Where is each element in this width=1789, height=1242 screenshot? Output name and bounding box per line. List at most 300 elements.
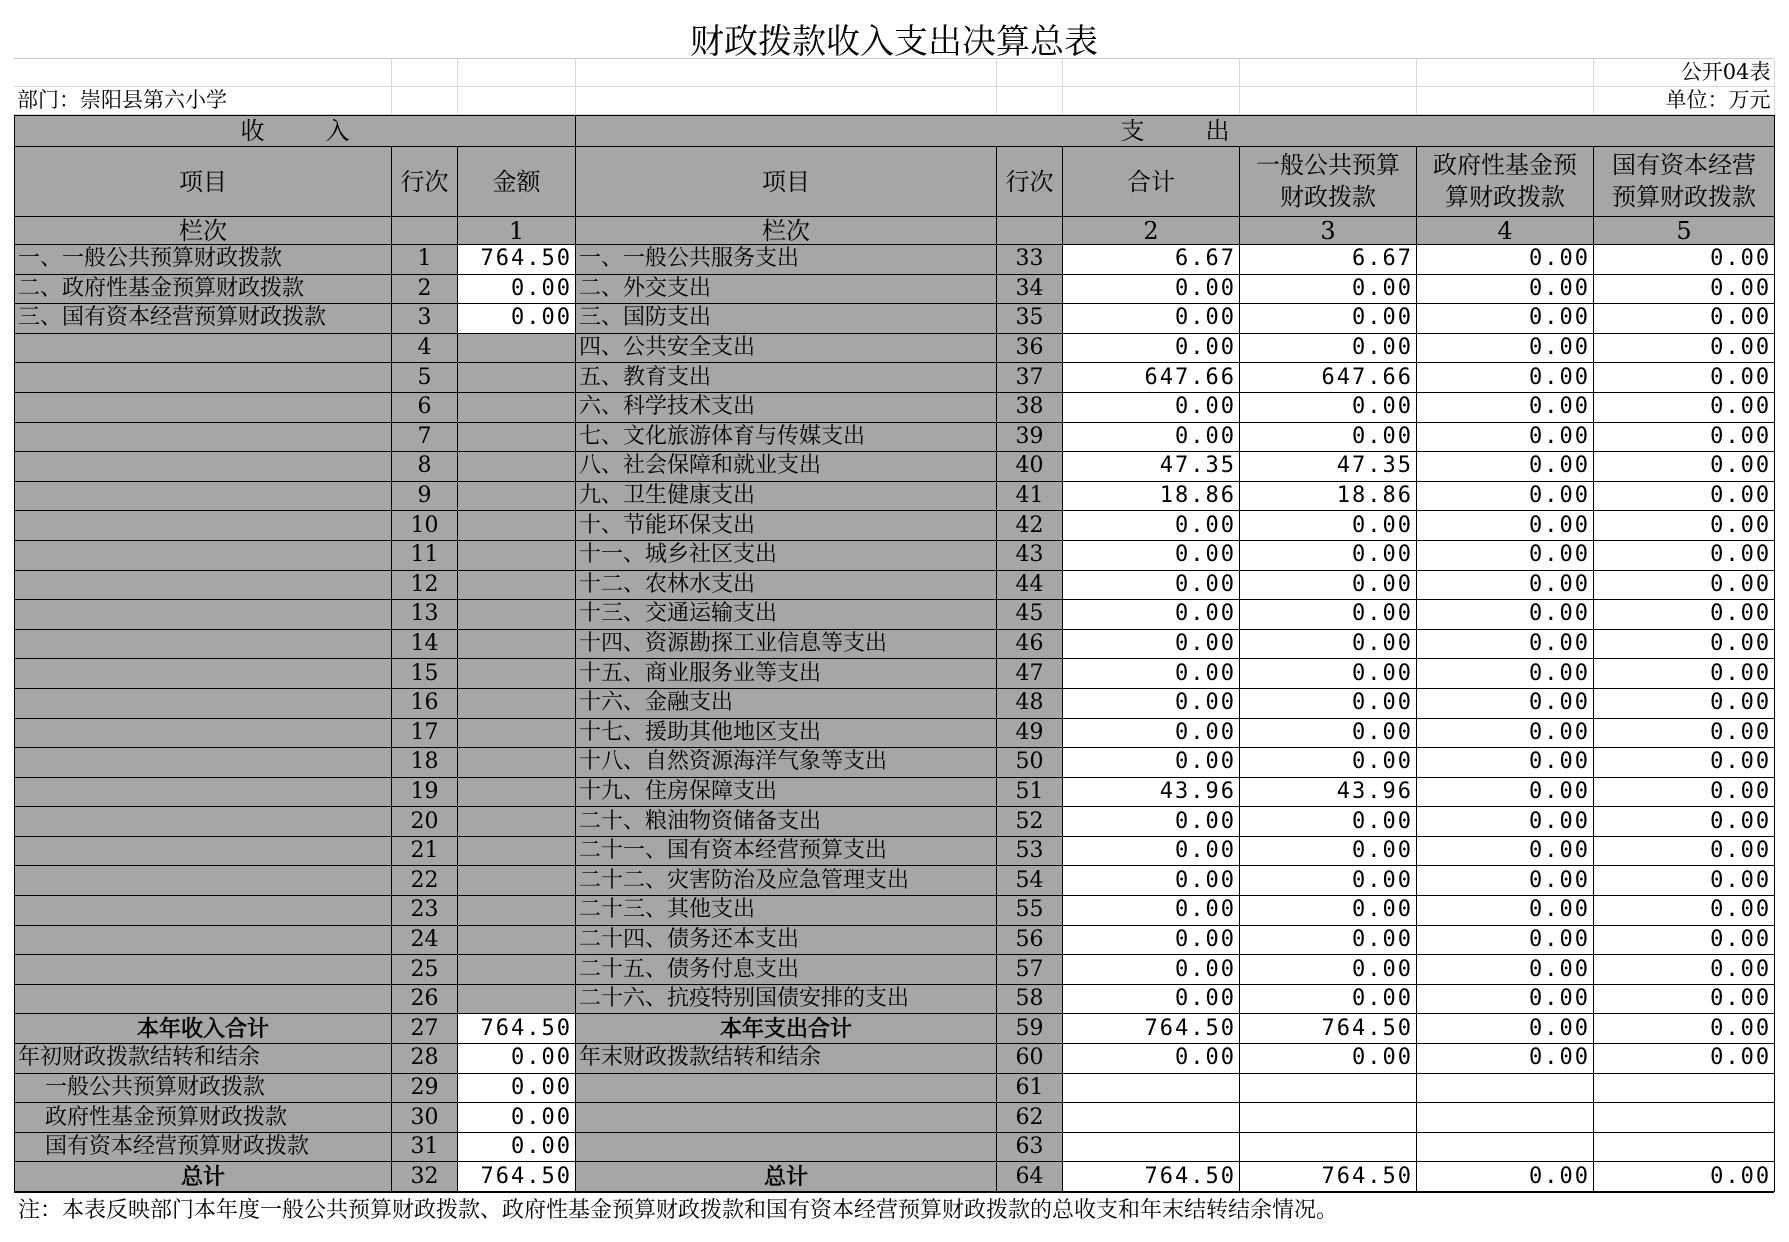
income-item-cell: 二、政府性基金预算财政拨款 bbox=[15, 274, 392, 304]
general-budget-cell: 0.00 bbox=[1240, 511, 1417, 541]
state-capital-cell: 0.00 bbox=[1594, 718, 1775, 748]
total-cell: 0.00 bbox=[1063, 422, 1240, 452]
income-row-no-cell: 13 bbox=[392, 600, 458, 630]
state-capital-cell: 0.00 bbox=[1594, 600, 1775, 630]
total-cell: 0.00 bbox=[1063, 570, 1240, 600]
fund-budget-cell: 0.00 bbox=[1417, 422, 1594, 452]
income-row-no-cell: 3 bbox=[392, 304, 458, 334]
income-amount-header: 金额 bbox=[458, 147, 576, 217]
income-item-cell bbox=[15, 392, 392, 422]
fund-budget-cell bbox=[1417, 1132, 1594, 1162]
income-item-cell bbox=[15, 333, 392, 363]
general-budget-cell: 0.00 bbox=[1240, 274, 1417, 304]
expense-row-no-cell: 45 bbox=[997, 600, 1063, 630]
income-item-cell bbox=[15, 836, 392, 866]
income-amount-cell bbox=[458, 866, 576, 896]
income-item-cell bbox=[15, 984, 392, 1014]
expense-row-no-cell: 47 bbox=[997, 659, 1063, 689]
income-amount-cell bbox=[458, 511, 576, 541]
fund-budget-cell: 0.00 bbox=[1417, 836, 1594, 866]
table-row bbox=[15, 333, 1775, 363]
expense-item-cell: 二十、粮油物资储备支出 bbox=[576, 807, 997, 837]
state-capital-cell: 0.00 bbox=[1594, 659, 1775, 689]
income-item-cell bbox=[15, 777, 392, 807]
state-capital-cell: 0.00 bbox=[1594, 748, 1775, 778]
fund-budget-cell: 0.00 bbox=[1417, 807, 1594, 837]
income-amount-cell bbox=[458, 836, 576, 866]
expense-row-no-cell: 58 bbox=[997, 984, 1063, 1014]
expense-row-no-cell: 34 bbox=[997, 274, 1063, 304]
income-row-no-cell: 20 bbox=[392, 807, 458, 837]
income-row-no-cell: 5 bbox=[392, 363, 458, 393]
table-row bbox=[15, 984, 1775, 1014]
expense-item-cell: 年末财政拨款结转和结余 bbox=[576, 1044, 997, 1074]
general-budget-cell: 0.00 bbox=[1240, 333, 1417, 363]
expense-row-no-cell: 41 bbox=[997, 481, 1063, 511]
total-cell: 0.00 bbox=[1063, 984, 1240, 1014]
state-capital-cell: 0.00 bbox=[1594, 955, 1775, 985]
state-capital-cell: 0.00 bbox=[1594, 452, 1775, 482]
income-item-cell: 总计 bbox=[15, 1162, 392, 1192]
total-cell bbox=[1063, 1103, 1240, 1133]
expense-row-no-cell: 50 bbox=[997, 748, 1063, 778]
income-item-cell bbox=[15, 600, 392, 630]
total-cell: 47.35 bbox=[1063, 452, 1240, 482]
income-item-cell bbox=[15, 807, 392, 837]
state-capital-cell: 0.00 bbox=[1594, 1162, 1775, 1192]
col-index-3: 3 bbox=[1240, 217, 1417, 245]
income-row-no-cell: 12 bbox=[392, 570, 458, 600]
table-row bbox=[15, 304, 1775, 334]
table-row bbox=[15, 600, 1775, 630]
expense-item-cell: 二十五、债务付息支出 bbox=[576, 955, 997, 985]
fund-budget-cell: 0.00 bbox=[1417, 984, 1594, 1014]
total-cell: 647.66 bbox=[1063, 363, 1240, 393]
income-amount-cell bbox=[458, 688, 576, 718]
income-item-cell bbox=[15, 570, 392, 600]
state-capital-cell: 0.00 bbox=[1594, 1014, 1775, 1044]
col-index-2: 2 bbox=[1063, 217, 1240, 245]
expense-item-cell: 十一、城乡社区支出 bbox=[576, 540, 997, 570]
expense-item-cell: 八、社会保障和就业支出 bbox=[576, 452, 997, 482]
income-item-header: 项目 bbox=[15, 147, 392, 217]
expense-item-cell: 本年支出合计 bbox=[576, 1014, 997, 1044]
expense-row-no-cell: 46 bbox=[997, 629, 1063, 659]
table-row bbox=[15, 807, 1775, 837]
income-row-no-cell: 29 bbox=[392, 1073, 458, 1103]
income-row-no-cell: 32 bbox=[392, 1162, 458, 1192]
table-body bbox=[15, 245, 1775, 1192]
expense-item-cell: 十二、农林水支出 bbox=[576, 570, 997, 600]
income-amount-cell bbox=[458, 600, 576, 630]
fund-budget-cell: 0.00 bbox=[1417, 896, 1594, 926]
state-capital-cell: 0.00 bbox=[1594, 777, 1775, 807]
table-row bbox=[15, 1044, 1775, 1074]
income-amount-cell bbox=[458, 333, 576, 363]
table-row bbox=[15, 245, 1775, 275]
fund-budget-cell: 0.00 bbox=[1417, 304, 1594, 334]
income-item-cell bbox=[15, 540, 392, 570]
fund-budget-cell: 0.00 bbox=[1417, 481, 1594, 511]
fund-budget-cell: 0.00 bbox=[1417, 688, 1594, 718]
income-row-no-cell: 24 bbox=[392, 925, 458, 955]
income-row-no-cell: 22 bbox=[392, 866, 458, 896]
income-row-no-cell: 6 bbox=[392, 392, 458, 422]
table-row bbox=[15, 1073, 1775, 1103]
expense-row-no-cell: 44 bbox=[997, 570, 1063, 600]
income-amount-cell bbox=[458, 807, 576, 837]
income-row-no-cell: 26 bbox=[392, 984, 458, 1014]
fund-budget-cell: 0.00 bbox=[1417, 570, 1594, 600]
general-budget-cell: 0.00 bbox=[1240, 688, 1417, 718]
income-amount-cell bbox=[458, 896, 576, 926]
expense-section-header: 支 出 bbox=[576, 116, 1775, 147]
fund-budget-cell bbox=[1417, 1103, 1594, 1133]
form-code: 公开04表 bbox=[1593, 59, 1774, 87]
expense-row-no-cell: 54 bbox=[997, 866, 1063, 896]
state-capital-cell bbox=[1594, 1073, 1775, 1103]
general-budget-cell: 0.00 bbox=[1240, 896, 1417, 926]
state-capital-cell: 0.00 bbox=[1594, 925, 1775, 955]
expense-item-cell: 四、公共安全支出 bbox=[576, 333, 997, 363]
state-capital-cell: 0.00 bbox=[1594, 245, 1775, 275]
income-item-cell bbox=[15, 481, 392, 511]
expense-item-cell bbox=[576, 1103, 997, 1133]
total-cell: 0.00 bbox=[1063, 896, 1240, 926]
total-cell: 0.00 bbox=[1063, 304, 1240, 334]
table-row bbox=[15, 422, 1775, 452]
income-amount-cell bbox=[458, 984, 576, 1014]
table-row bbox=[15, 955, 1775, 985]
table-row bbox=[15, 866, 1775, 896]
income-row-no-cell: 4 bbox=[392, 333, 458, 363]
state-capital-cell: 0.00 bbox=[1594, 866, 1775, 896]
income-row-no-cell: 27 bbox=[392, 1014, 458, 1044]
income-item-cell bbox=[15, 955, 392, 985]
state-capital-cell bbox=[1594, 1132, 1775, 1162]
fund-budget-cell: 0.00 bbox=[1417, 955, 1594, 985]
income-item-cell bbox=[15, 688, 392, 718]
income-item-cell bbox=[15, 925, 392, 955]
income-amount-cell bbox=[458, 452, 576, 482]
total-cell: 0.00 bbox=[1063, 925, 1240, 955]
general-budget-cell: 0.00 bbox=[1240, 984, 1417, 1014]
state-capital-cell: 0.00 bbox=[1594, 629, 1775, 659]
table-row bbox=[15, 452, 1775, 482]
income-amount-cell: 0.00 bbox=[458, 274, 576, 304]
total-cell: 0.00 bbox=[1063, 600, 1240, 630]
general-budget-cell: 0.00 bbox=[1240, 866, 1417, 896]
table-row bbox=[15, 1132, 1775, 1162]
income-item-cell: 政府性基金预算财政拨款 bbox=[15, 1103, 392, 1133]
fiscal-summary-table bbox=[14, 115, 1775, 1192]
table-row bbox=[15, 1162, 1775, 1192]
expense-row-no-cell: 52 bbox=[997, 807, 1063, 837]
table-row bbox=[15, 748, 1775, 778]
income-amount-cell bbox=[458, 629, 576, 659]
expense-item-cell: 二十二、灾害防治及应急管理支出 bbox=[576, 866, 997, 896]
general-budget-cell: 0.00 bbox=[1240, 718, 1417, 748]
income-item-cell: 一般公共预算财政拨款 bbox=[15, 1073, 392, 1103]
income-item-cell bbox=[15, 659, 392, 689]
general-budget-cell: 0.00 bbox=[1240, 659, 1417, 689]
fund-budget-cell: 0.00 bbox=[1417, 659, 1594, 689]
fiscal-report-sheet bbox=[14, 14, 1774, 1227]
fund-budget-cell bbox=[1417, 1073, 1594, 1103]
fund-budget-cell: 0.00 bbox=[1417, 748, 1594, 778]
table-row bbox=[15, 688, 1775, 718]
expense-item-cell: 十九、住房保障支出 bbox=[576, 777, 997, 807]
expense-row-no-cell: 64 bbox=[997, 1162, 1063, 1192]
state-capital-cell: 0.00 bbox=[1594, 392, 1775, 422]
income-row-no-cell: 11 bbox=[392, 540, 458, 570]
expense-item-cell: 二十一、国有资本经营预算支出 bbox=[576, 836, 997, 866]
state-capital-cell: 0.00 bbox=[1594, 511, 1775, 541]
general-budget-cell: 764.50 bbox=[1240, 1162, 1417, 1192]
col-index-4: 4 bbox=[1417, 217, 1594, 245]
fund-budget-cell: 0.00 bbox=[1417, 1162, 1594, 1192]
expense-item-cell bbox=[576, 1073, 997, 1103]
expense-item-cell: 九、卫生健康支出 bbox=[576, 481, 997, 511]
income-item-cell: 本年收入合计 bbox=[15, 1014, 392, 1044]
income-row-no-cell: 14 bbox=[392, 629, 458, 659]
total-cell: 0.00 bbox=[1063, 392, 1240, 422]
total-cell: 0.00 bbox=[1063, 511, 1240, 541]
income-item-cell: 国有资本经营预算财政拨款 bbox=[15, 1132, 392, 1162]
expense-item-cell: 二、外交支出 bbox=[576, 274, 997, 304]
meta-table bbox=[14, 59, 1775, 115]
total-cell: 0.00 bbox=[1063, 688, 1240, 718]
table-row bbox=[15, 481, 1775, 511]
page-title: 财政拨款收入支出决算总表 bbox=[14, 14, 1774, 59]
expense-row-no-cell: 53 bbox=[997, 836, 1063, 866]
income-amount-cell bbox=[458, 955, 576, 985]
income-row-no-cell: 8 bbox=[392, 452, 458, 482]
fund-budget-cell: 0.00 bbox=[1417, 274, 1594, 304]
table-row bbox=[15, 629, 1775, 659]
table-row bbox=[15, 363, 1775, 393]
income-item-cell bbox=[15, 748, 392, 778]
expense-item-header: 项目 bbox=[576, 147, 997, 217]
table-row bbox=[15, 274, 1775, 304]
general-budget-cell: 764.50 bbox=[1240, 1014, 1417, 1044]
income-row-no-cell: 31 bbox=[392, 1132, 458, 1162]
income-item-cell bbox=[15, 866, 392, 896]
fund-budget-cell: 0.00 bbox=[1417, 600, 1594, 630]
state-capital-cell: 0.00 bbox=[1594, 688, 1775, 718]
total-header: 合计 bbox=[1063, 147, 1240, 217]
footnote: 注：本表反映部门本年度一般公共预算财政拨款、政府性基金预算财政拨款和国有资本经营预算财政拨款的总收支和年末结转结余情况。 bbox=[14, 1192, 1774, 1227]
income-row-no-cell: 19 bbox=[392, 777, 458, 807]
expense-row-no-cell: 48 bbox=[997, 688, 1063, 718]
state-capital-cell: 0.00 bbox=[1594, 333, 1775, 363]
fund-budget-cell: 0.00 bbox=[1417, 866, 1594, 896]
total-cell: 6.67 bbox=[1063, 245, 1240, 275]
state-capital-cell: 0.00 bbox=[1594, 304, 1775, 334]
table-row bbox=[15, 1014, 1775, 1044]
total-cell: 0.00 bbox=[1063, 866, 1240, 896]
total-cell: 18.86 bbox=[1063, 481, 1240, 511]
expense-row-no-cell: 39 bbox=[997, 422, 1063, 452]
total-cell: 0.00 bbox=[1063, 540, 1240, 570]
expense-item-cell: 二十四、债务还本支出 bbox=[576, 925, 997, 955]
total-cell bbox=[1063, 1073, 1240, 1103]
income-item-cell: 年初财政拨款结转和结余 bbox=[15, 1044, 392, 1074]
income-item-cell bbox=[15, 363, 392, 393]
fund-budget-cell: 0.00 bbox=[1417, 540, 1594, 570]
state-capital-cell: 0.00 bbox=[1594, 363, 1775, 393]
total-cell: 0.00 bbox=[1063, 659, 1240, 689]
general-budget-cell: 18.86 bbox=[1240, 481, 1417, 511]
fund-budget-cell: 0.00 bbox=[1417, 925, 1594, 955]
table-row bbox=[15, 925, 1775, 955]
income-amount-cell: 0.00 bbox=[458, 1073, 576, 1103]
table-row bbox=[15, 392, 1775, 422]
expense-row-no-cell: 40 bbox=[997, 452, 1063, 482]
income-row-no-cell: 21 bbox=[392, 836, 458, 866]
fund-budget-cell: 0.00 bbox=[1417, 629, 1594, 659]
income-row-no-header: 行次 bbox=[392, 147, 458, 217]
fund-budget-cell: 0.00 bbox=[1417, 333, 1594, 363]
total-cell: 0.00 bbox=[1063, 274, 1240, 304]
expense-item-cell: 六、科学技术支出 bbox=[576, 392, 997, 422]
fund-budget-cell: 0.00 bbox=[1417, 718, 1594, 748]
state-capital-cell: 0.00 bbox=[1594, 1044, 1775, 1074]
expense-row-no-cell: 56 bbox=[997, 925, 1063, 955]
income-amount-cell bbox=[458, 540, 576, 570]
income-item-cell bbox=[15, 718, 392, 748]
expense-row-no-cell: 63 bbox=[997, 1132, 1063, 1162]
expense-row-no-cell: 42 bbox=[997, 511, 1063, 541]
unit-label: 单位：万元 bbox=[1593, 87, 1774, 115]
total-cell: 0.00 bbox=[1063, 807, 1240, 837]
state-capital-cell: 0.00 bbox=[1594, 836, 1775, 866]
expense-row-no-cell: 61 bbox=[997, 1073, 1063, 1103]
expense-item-cell: 二十三、其他支出 bbox=[576, 896, 997, 926]
fund-budget-header: 政府性基金预 算财政拨款 bbox=[1417, 147, 1594, 217]
state-capital-cell bbox=[1594, 1103, 1775, 1133]
table-row bbox=[15, 896, 1775, 926]
state-capital-cell: 0.00 bbox=[1594, 807, 1775, 837]
income-row-no-cell: 17 bbox=[392, 718, 458, 748]
table-row bbox=[15, 511, 1775, 541]
table-row bbox=[15, 659, 1775, 689]
expense-row-no-cell: 36 bbox=[997, 333, 1063, 363]
expense-item-cell: 二十六、抗疫特别国债安排的支出 bbox=[576, 984, 997, 1014]
income-amount-cell bbox=[458, 748, 576, 778]
general-budget-cell: 0.00 bbox=[1240, 392, 1417, 422]
expense-row-no-cell: 43 bbox=[997, 540, 1063, 570]
income-amount-cell bbox=[458, 392, 576, 422]
general-budget-cell bbox=[1240, 1073, 1417, 1103]
expense-row-no-cell: 60 bbox=[997, 1044, 1063, 1074]
income-amount-cell bbox=[458, 777, 576, 807]
income-amount-cell bbox=[458, 422, 576, 452]
expense-item-cell: 十三、交通运输支出 bbox=[576, 600, 997, 630]
general-budget-cell: 43.96 bbox=[1240, 777, 1417, 807]
income-row-no-cell: 16 bbox=[392, 688, 458, 718]
expense-row-no-cell: 35 bbox=[997, 304, 1063, 334]
expense-item-cell: 五、教育支出 bbox=[576, 363, 997, 393]
fund-budget-cell: 0.00 bbox=[1417, 511, 1594, 541]
income-item-cell bbox=[15, 422, 392, 452]
total-cell: 0.00 bbox=[1063, 748, 1240, 778]
income-amount-cell: 0.00 bbox=[458, 304, 576, 334]
general-budget-cell: 647.66 bbox=[1240, 363, 1417, 393]
income-section-header: 收 入 bbox=[15, 116, 576, 147]
total-cell: 0.00 bbox=[1063, 629, 1240, 659]
income-amount-cell bbox=[458, 570, 576, 600]
expense-row-no-cell: 57 bbox=[997, 955, 1063, 985]
income-row-no-cell: 9 bbox=[392, 481, 458, 511]
expense-item-cell: 十六、金融支出 bbox=[576, 688, 997, 718]
expense-row-no-cell: 55 bbox=[997, 896, 1063, 926]
expense-item-cell: 七、文化旅游体育与传媒支出 bbox=[576, 422, 997, 452]
expense-row-no-cell: 38 bbox=[997, 392, 1063, 422]
expense-item-cell bbox=[576, 1132, 997, 1162]
total-cell: 0.00 bbox=[1063, 1044, 1240, 1074]
fund-budget-cell: 0.00 bbox=[1417, 1044, 1594, 1074]
general-budget-cell: 0.00 bbox=[1240, 955, 1417, 985]
expense-column-no-label: 栏次 bbox=[576, 217, 997, 245]
income-amount-cell bbox=[458, 659, 576, 689]
fund-budget-cell: 0.00 bbox=[1417, 1014, 1594, 1044]
expense-item-cell: 十七、援助其他地区支出 bbox=[576, 718, 997, 748]
income-row-no-cell: 10 bbox=[392, 511, 458, 541]
total-cell: 43.96 bbox=[1063, 777, 1240, 807]
department-label: 部门：崇阳县第六小学 bbox=[14, 87, 391, 115]
general-budget-cell: 0.00 bbox=[1240, 422, 1417, 452]
fund-budget-cell: 0.00 bbox=[1417, 452, 1594, 482]
table-row bbox=[15, 836, 1775, 866]
fund-budget-cell: 0.00 bbox=[1417, 363, 1594, 393]
table-row bbox=[15, 777, 1775, 807]
general-budget-cell: 0.00 bbox=[1240, 600, 1417, 630]
state-capital-cell: 0.00 bbox=[1594, 984, 1775, 1014]
income-amount-cell: 764.50 bbox=[458, 1162, 576, 1192]
expense-item-cell: 十五、商业服务业等支出 bbox=[576, 659, 997, 689]
expense-item-cell: 一、一般公共服务支出 bbox=[576, 245, 997, 275]
income-item-cell bbox=[15, 896, 392, 926]
col-index-5: 5 bbox=[1594, 217, 1775, 245]
state-capital-header: 国有资本经营 预算财政拨款 bbox=[1594, 147, 1775, 217]
fund-budget-cell: 0.00 bbox=[1417, 777, 1594, 807]
general-budget-cell: 0.00 bbox=[1240, 540, 1417, 570]
total-cell bbox=[1063, 1132, 1240, 1162]
general-budget-cell bbox=[1240, 1103, 1417, 1133]
income-row-no-cell: 15 bbox=[392, 659, 458, 689]
state-capital-cell: 0.00 bbox=[1594, 274, 1775, 304]
general-budget-cell bbox=[1240, 1132, 1417, 1162]
income-amount-cell bbox=[458, 481, 576, 511]
expense-row-no-cell: 37 bbox=[997, 363, 1063, 393]
income-amount-cell: 764.50 bbox=[458, 245, 576, 275]
income-amount-cell: 0.00 bbox=[458, 1044, 576, 1074]
general-budget-cell: 0.00 bbox=[1240, 836, 1417, 866]
state-capital-cell: 0.00 bbox=[1594, 481, 1775, 511]
general-budget-cell: 0.00 bbox=[1240, 925, 1417, 955]
expense-item-cell: 十八、自然资源海洋气象等支出 bbox=[576, 748, 997, 778]
income-item-cell bbox=[15, 511, 392, 541]
income-column-no-label: 栏次 bbox=[15, 217, 392, 245]
income-row-no-cell: 7 bbox=[392, 422, 458, 452]
income-row-no-cell: 23 bbox=[392, 896, 458, 926]
total-cell: 0.00 bbox=[1063, 333, 1240, 363]
expense-row-no-cell: 49 bbox=[997, 718, 1063, 748]
income-amount-cell bbox=[458, 363, 576, 393]
income-amount-cell: 0.00 bbox=[458, 1103, 576, 1133]
state-capital-cell: 0.00 bbox=[1594, 422, 1775, 452]
